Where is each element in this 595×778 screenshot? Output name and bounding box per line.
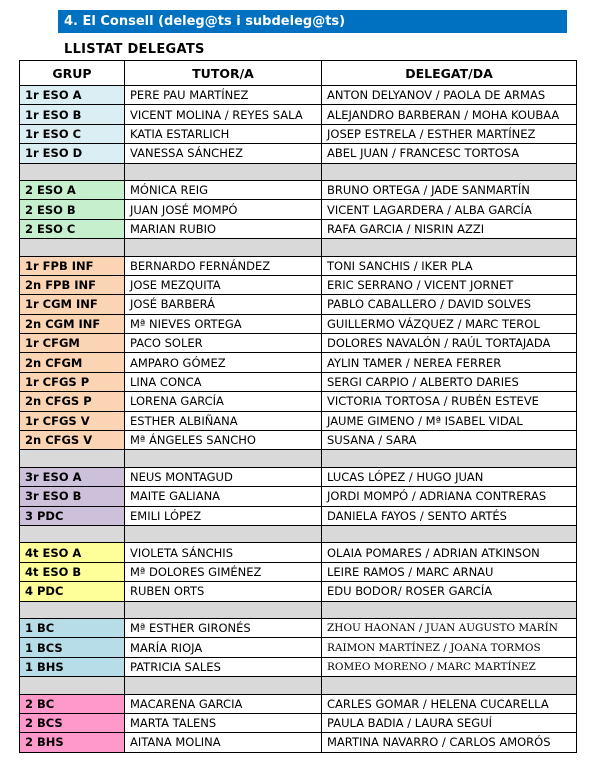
table-row (20, 353, 577, 372)
table-row (20, 372, 577, 391)
table-row (20, 314, 577, 333)
table-row (20, 694, 577, 713)
group-cell: 1r CFGS P (20, 372, 125, 391)
delegates-cell: GUILLERMO VÁZQUEZ / MARC TEROL (322, 314, 577, 333)
tutor-cell: PACO SOLER (125, 334, 322, 353)
tutor-cell: MARTA TALENS (125, 713, 322, 732)
table-row (20, 582, 577, 601)
separator-cell (125, 239, 322, 256)
group-cell: 1 BC (20, 618, 125, 637)
table-row (20, 543, 577, 562)
table-row (20, 200, 577, 219)
delegates-cell: VICENT LAGARDERA / ALBA GARCÍA (322, 200, 577, 219)
delegates-cell: EDU BODOR/ ROSER GARCÍA (322, 582, 577, 601)
separator-cell (322, 450, 577, 467)
tutor-cell: MACARENA GARCIA (125, 694, 322, 713)
table-row (20, 562, 577, 581)
group-cell: 3r ESO A (20, 467, 125, 486)
separator-cell (125, 601, 322, 618)
delegates-cell: MARTINA NAVARRO / CARLOS AMORÓS (322, 733, 577, 752)
delegates-cell: DANIELA FAYOS / SENTO ARTÉS (322, 506, 577, 525)
tutor-cell: EMILI LÓPEZ (125, 506, 322, 525)
table-row (20, 431, 577, 450)
tutor-cell: VANESSA SÁNCHEZ (125, 144, 322, 163)
group-cell: 2 ESO B (20, 200, 125, 219)
delegates-cell: CARLES GOMAR / HELENA CUCARELLA (322, 694, 577, 713)
group-separator-row (20, 677, 577, 694)
group-cell: 2n FPB INF (20, 275, 125, 294)
group-cell: 3 PDC (20, 506, 125, 525)
group-cell: 4t ESO B (20, 562, 125, 581)
table-row (20, 733, 577, 752)
delegates-cell: AYLIN TAMER / NEREA FERRER (322, 353, 577, 372)
table-row (20, 467, 577, 486)
tutor-cell: ESTHER ALBIÑANA (125, 411, 322, 430)
group-separator-row (20, 163, 577, 180)
table-row (20, 295, 577, 314)
group-cell: 4t ESO A (20, 543, 125, 562)
delegates-cell: LEIRE RAMOS / MARC ARNAU (322, 562, 577, 581)
tutor-cell: PATRICIA SALES (125, 657, 322, 676)
delegates-cell: BRUNO ORTEGA / JADE SANMARTÍN (322, 180, 577, 199)
group-cell: 1r CFGM (20, 334, 125, 353)
group-cell: 2n CFGM (20, 353, 125, 372)
table-row (20, 124, 577, 143)
section-title: 4. El Consell (deleg@ts i subdeleg@ts) (58, 10, 567, 33)
table-row (20, 657, 577, 676)
tutor-cell: MARÍA RIOJA (125, 638, 322, 657)
tutor-cell: AMPARO GÓMEZ (125, 353, 322, 372)
column-header-grup: GRUP (20, 61, 125, 86)
tutor-cell: MAITE GALIANA (125, 487, 322, 506)
group-cell: 1r CFGS V (20, 411, 125, 430)
separator-cell (125, 163, 322, 180)
table-row (20, 392, 577, 411)
separator-cell (20, 677, 125, 694)
group-cell: 1 BHS (20, 657, 125, 676)
separator-cell (20, 525, 125, 542)
table-row (20, 105, 577, 124)
delegates-cell: RAIMON MARTÍNEZ / JOANA TORMOS (322, 638, 577, 657)
tutor-cell: Mª ESTHER GIRONÉS (125, 618, 322, 637)
group-cell: 2 ESO C (20, 219, 125, 238)
group-cell: 2 BC (20, 694, 125, 713)
group-cell: 2n CGM INF (20, 314, 125, 333)
table-row (20, 180, 577, 199)
group-separator-row (20, 450, 577, 467)
delegates-cell: ERIC SERRANO / VICENT JORNET (322, 275, 577, 294)
delegates-table (19, 60, 577, 753)
separator-cell (20, 450, 125, 467)
list-title: LLISTAT DELEGATS (64, 42, 205, 57)
separator-cell (125, 677, 322, 694)
table-row (20, 144, 577, 163)
delegates-cell: TONI SANCHIS / IKER PLA (322, 256, 577, 275)
table-row (20, 618, 577, 637)
tutor-cell: JUAN JOSÉ MOMPÓ (125, 200, 322, 219)
table-row (20, 638, 577, 657)
table-row (20, 713, 577, 732)
separator-cell (322, 525, 577, 542)
tutor-cell: Mª NIEVES ORTEGA (125, 314, 322, 333)
tutor-cell: NEUS MONTAGUD (125, 467, 322, 486)
delegates-cell: RAFA GARCIA / NISRIN AZZI (322, 219, 577, 238)
tutor-cell: Mª DOLORES GIMÉNEZ (125, 562, 322, 581)
table-row (20, 86, 577, 105)
table-row (20, 411, 577, 430)
tutor-cell: VICENT MOLINA / REYES SALA (125, 105, 322, 124)
table-row (20, 506, 577, 525)
table-body (20, 86, 577, 753)
group-cell: 2 BHS (20, 733, 125, 752)
separator-cell (322, 239, 577, 256)
separator-cell (20, 239, 125, 256)
tutor-cell: KATIA ESTARLICH (125, 124, 322, 143)
delegates-cell: ABEL JUAN / FRANCESC TORTOSA (322, 144, 577, 163)
separator-cell (125, 525, 322, 542)
delegates-cell: PABLO CABALLERO / DAVID SOLVES (322, 295, 577, 314)
table-header-row (20, 61, 577, 86)
group-cell: 3r ESO B (20, 487, 125, 506)
group-cell: 4 PDC (20, 582, 125, 601)
tutor-cell: JOSÉ BARBERÁ (125, 295, 322, 314)
tutor-cell: AITANA MOLINA (125, 733, 322, 752)
group-cell: 1r ESO D (20, 144, 125, 163)
delegates-cell: SERGI CARPIO / ALBERTO DARIES (322, 372, 577, 391)
tutor-cell: BERNARDO FERNÁNDEZ (125, 256, 322, 275)
separator-cell (125, 450, 322, 467)
column-header-tutor: TUTOR/A (125, 61, 322, 86)
delegates-cell: ROMEO MORENO / MARC MARTÍNEZ (322, 657, 577, 676)
tutor-cell: LORENA GARCÍA (125, 392, 322, 411)
tutor-cell: Mª ÁNGELES SANCHO (125, 431, 322, 450)
tutor-cell: JOSE MEZQUITA (125, 275, 322, 294)
delegates-cell: LUCAS LÓPEZ / HUGO JUAN (322, 467, 577, 486)
group-cell: 2 BCS (20, 713, 125, 732)
group-cell: 2n CFGS V (20, 431, 125, 450)
tutor-cell: LINA CONCA (125, 372, 322, 391)
separator-cell (322, 163, 577, 180)
delegates-cell: OLAIA POMARES / ADRIAN ATKINSON (322, 543, 577, 562)
tutor-cell: PERE PAU MARTÍNEZ (125, 86, 322, 105)
delegates-cell: ALEJANDRO BARBERAN / MOHA KOUBAA (322, 105, 577, 124)
delegates-cell: DOLORES NAVALÓN / RAÚL TORTAJADA (322, 334, 577, 353)
delegates-cell: ANTON DELYANOV / PAOLA DE ARMAS (322, 86, 577, 105)
delegates-cell: PAULA BADIA / LAURA SEGUÍ (322, 713, 577, 732)
column-header-delegat: DELEGAT/DA (322, 61, 577, 86)
delegates-cell: SUSANA / SARA (322, 431, 577, 450)
group-separator-row (20, 239, 577, 256)
separator-cell (322, 601, 577, 618)
group-cell: 2n CFGS P (20, 392, 125, 411)
group-separator-row (20, 601, 577, 618)
table-row (20, 275, 577, 294)
tutor-cell: VIOLETA SÁNCHIS (125, 543, 322, 562)
group-cell: 1r CGM INF (20, 295, 125, 314)
table-row (20, 219, 577, 238)
separator-cell (20, 163, 125, 180)
tutor-cell: MÓNICA REIG (125, 180, 322, 199)
delegates-cell: VICTORIA TORTOSA / RUBÉN ESTEVE (322, 392, 577, 411)
group-cell: 1r ESO B (20, 105, 125, 124)
table-row (20, 334, 577, 353)
group-cell: 1 BCS (20, 638, 125, 657)
group-cell: 2 ESO A (20, 180, 125, 199)
separator-cell (322, 677, 577, 694)
table-row (20, 487, 577, 506)
delegates-cell: JOSEP ESTRELA / ESTHER MARTÍNEZ (322, 124, 577, 143)
table-row (20, 256, 577, 275)
delegates-cell: ZHOU HAONAN / JUAN AUGUSTO MARÍN (322, 618, 577, 637)
group-cell: 1r FPB INF (20, 256, 125, 275)
group-cell: 1r ESO C (20, 124, 125, 143)
delegates-cell: JAUME GIMENO / Mª ISABEL VIDAL (322, 411, 577, 430)
delegates-cell: JORDI MOMPÓ / ADRIANA CONTRERAS (322, 487, 577, 506)
group-cell: 1r ESO A (20, 86, 125, 105)
tutor-cell: RUBEN ORTS (125, 582, 322, 601)
separator-cell (20, 601, 125, 618)
tutor-cell: MARIAN RUBIO (125, 219, 322, 238)
group-separator-row (20, 525, 577, 542)
